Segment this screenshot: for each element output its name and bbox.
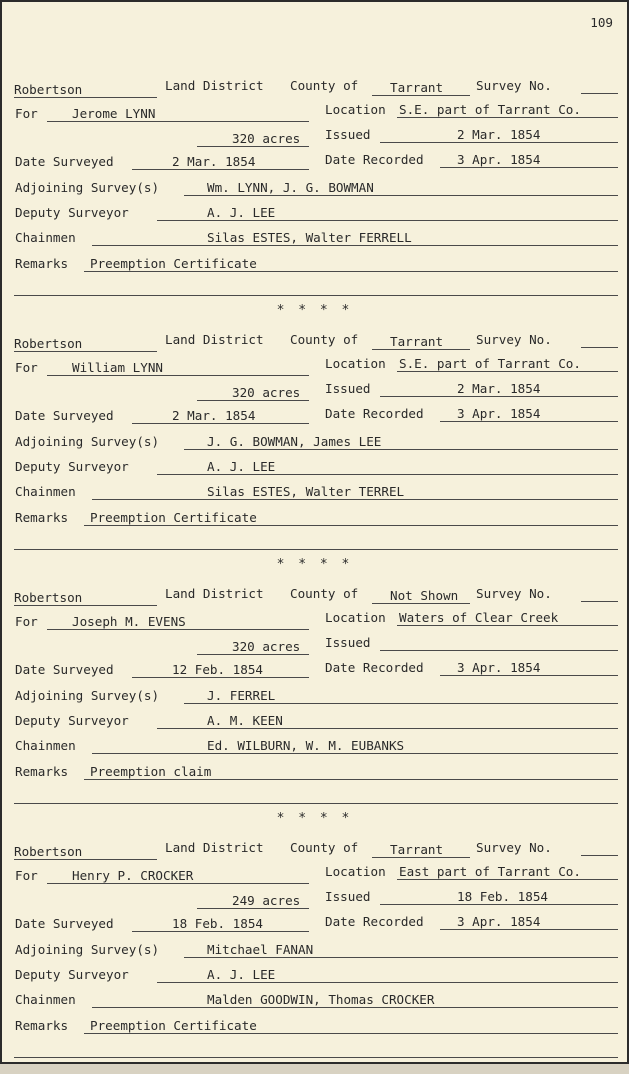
underline: [92, 753, 618, 754]
chainmen-label: Chainmen: [15, 992, 76, 1007]
remarks-label: Remarks: [15, 256, 69, 271]
for-label: For: [15, 360, 38, 375]
underline: [397, 625, 618, 626]
date-recorded-value: 3 Apr. 1854: [457, 914, 541, 929]
land-district-label: Land District: [165, 78, 264, 93]
underline: [581, 855, 618, 856]
underline: [132, 423, 309, 424]
date-surveyed-value: 2 Mar. 1854: [172, 154, 256, 169]
underline: [132, 169, 309, 170]
underline: [47, 629, 309, 630]
acres-value: 320 acres: [232, 385, 301, 400]
county-label: County of: [290, 332, 359, 347]
county-value: Not Shown: [390, 588, 459, 603]
chainmen-label: Chainmen: [15, 484, 76, 499]
record-separator: * * * *: [276, 303, 353, 318]
deputy-value: A. J. LEE: [207, 459, 276, 474]
land-district-value: Robertson: [14, 844, 83, 859]
underline: [372, 857, 470, 858]
location-value: Waters of Clear Creek: [399, 610, 559, 625]
land-district-value: Robertson: [14, 336, 83, 351]
issued-label: Issued: [325, 381, 371, 396]
underline: [92, 499, 618, 500]
land-district-value: Robertson: [14, 590, 83, 605]
county-label: County of: [290, 78, 359, 93]
chainmen-label: Chainmen: [15, 738, 76, 753]
for-value: William LYNN: [72, 360, 163, 375]
underline: [47, 375, 309, 376]
underline: [184, 703, 618, 704]
underline: [380, 650, 618, 651]
remarks-value: Preemption Certificate: [90, 256, 257, 271]
date-surveyed-label: Date Surveyed: [15, 662, 114, 677]
underline: [84, 271, 618, 272]
underline: [397, 117, 618, 118]
date-surveyed-label: Date Surveyed: [15, 408, 114, 423]
underline: [197, 654, 309, 655]
date-recorded-value: 3 Apr. 1854: [457, 406, 541, 421]
underline: [581, 601, 618, 602]
remarks-label: Remarks: [15, 1018, 69, 1033]
record-separator: * * * *: [276, 557, 353, 572]
for-label: For: [15, 868, 38, 883]
underline: [372, 603, 470, 604]
underline: [47, 883, 309, 884]
survey-record: [2, 834, 627, 1074]
underline: [440, 929, 618, 930]
location-label: Location: [325, 102, 386, 117]
issued-label: Issued: [325, 889, 371, 904]
date-recorded-label: Date Recorded: [325, 914, 424, 929]
underline: [84, 1033, 618, 1034]
acres-value: 320 acres: [232, 131, 301, 146]
adjoining-label: Adjoining Survey(s): [15, 942, 160, 957]
underline: [184, 195, 618, 196]
underline: [197, 908, 309, 909]
land-district-label: Land District: [165, 586, 264, 601]
location-label: Location: [325, 356, 386, 371]
adjoining-label: Adjoining Survey(s): [15, 180, 160, 195]
location-value: S.E. part of Tarrant Co.: [399, 356, 581, 371]
blank-line: [14, 295, 618, 296]
survey-no-label: Survey No.: [476, 78, 552, 93]
remarks-value: Preemption Certificate: [90, 1018, 257, 1033]
underline: [132, 677, 309, 678]
blank-line: [14, 549, 618, 550]
underline: [14, 351, 157, 352]
chainmen-value: Silas ESTES, Walter FERRELL: [207, 230, 412, 245]
acres-value: 320 acres: [232, 639, 301, 654]
blank-line: [14, 1057, 618, 1058]
underline: [14, 605, 157, 606]
underline: [157, 220, 618, 221]
acres-value: 249 acres: [232, 893, 301, 908]
adjoining-label: Adjoining Survey(s): [15, 688, 160, 703]
underline: [84, 525, 618, 526]
survey-no-label: Survey No.: [476, 332, 552, 347]
chainmen-value: Malden GOODWIN, Thomas CROCKER: [207, 992, 435, 1007]
location-value: S.E. part of Tarrant Co.: [399, 102, 581, 117]
deputy-label: Deputy Surveyor: [15, 205, 129, 220]
survey-record: [2, 72, 627, 312]
survey-record: [2, 580, 627, 820]
adjoining-label: Adjoining Survey(s): [15, 434, 160, 449]
blank-line: [14, 803, 618, 804]
underline: [84, 779, 618, 780]
underline: [372, 95, 470, 96]
underline: [157, 728, 618, 729]
date-recorded-value: 3 Apr. 1854: [457, 660, 541, 675]
land-district-value: Robertson: [14, 82, 83, 97]
underline: [14, 859, 157, 860]
remarks-label: Remarks: [15, 510, 69, 525]
remarks-value: Preemption Certificate: [90, 510, 257, 525]
underline: [14, 97, 157, 98]
survey-record: [2, 326, 627, 566]
deputy-label: Deputy Surveyor: [15, 967, 129, 982]
date-recorded-label: Date Recorded: [325, 406, 424, 421]
deputy-label: Deputy Surveyor: [15, 713, 129, 728]
underline: [440, 421, 618, 422]
underline: [197, 400, 309, 401]
survey-no-label: Survey No.: [476, 586, 552, 601]
record-separator: * * * *: [276, 811, 353, 826]
land-district-label: Land District: [165, 840, 264, 855]
underline: [184, 957, 618, 958]
date-recorded-label: Date Recorded: [325, 152, 424, 167]
issued-label: Issued: [325, 635, 371, 650]
county-value: Tarrant: [390, 842, 444, 857]
adjoining-value: Mitchael FANAN: [207, 942, 314, 957]
location-value: East part of Tarrant Co.: [399, 864, 581, 879]
date-surveyed-value: 12 Feb. 1854: [172, 662, 263, 677]
date-recorded-label: Date Recorded: [325, 660, 424, 675]
underline: [397, 371, 618, 372]
issued-value: 18 Feb. 1854: [457, 889, 548, 904]
underline: [440, 167, 618, 168]
remarks-label: Remarks: [15, 764, 69, 779]
issued-value: 2 Mar. 1854: [457, 127, 541, 142]
underline: [440, 675, 618, 676]
survey-no-label: Survey No.: [476, 840, 552, 855]
adjoining-value: J. FERREL: [207, 688, 276, 703]
underline: [372, 349, 470, 350]
date-surveyed-value: 18 Feb. 1854: [172, 916, 263, 931]
chainmen-value: Ed. WILBURN, W. M. EUBANKS: [207, 738, 405, 753]
for-value: Jerome LYNN: [72, 106, 156, 121]
underline: [397, 879, 618, 880]
issued-label: Issued: [325, 127, 371, 142]
underline: [47, 121, 309, 122]
deputy-value: A. J. LEE: [207, 967, 276, 982]
underline: [184, 449, 618, 450]
underline: [157, 474, 618, 475]
land-district-label: Land District: [165, 332, 264, 347]
issued-value: 2 Mar. 1854: [457, 381, 541, 396]
for-label: For: [15, 106, 38, 121]
underline: [380, 142, 618, 143]
deputy-value: A. J. LEE: [207, 205, 276, 220]
date-surveyed-label: Date Surveyed: [15, 916, 114, 931]
date-surveyed-value: 2 Mar. 1854: [172, 408, 256, 423]
underline: [581, 347, 618, 348]
county-value: Tarrant: [390, 334, 444, 349]
location-label: Location: [325, 864, 386, 879]
underline: [92, 245, 618, 246]
for-label: For: [15, 614, 38, 629]
underline: [132, 931, 309, 932]
location-label: Location: [325, 610, 386, 625]
chainmen-label: Chainmen: [15, 230, 76, 245]
county-value: Tarrant: [390, 80, 444, 95]
county-label: County of: [290, 840, 359, 855]
remarks-value: Preemption claim: [90, 764, 212, 779]
adjoining-value: Wm. LYNN, J. G. BOWMAN: [207, 180, 374, 195]
underline: [197, 146, 309, 147]
underline: [92, 1007, 618, 1008]
date-surveyed-label: Date Surveyed: [15, 154, 114, 169]
for-value: Henry P. CROCKER: [72, 868, 194, 883]
chainmen-value: Silas ESTES, Walter TERREL: [207, 484, 405, 499]
underline: [380, 396, 618, 397]
for-value: Joseph M. EVENS: [72, 614, 186, 629]
page-number: 109: [590, 15, 613, 30]
deputy-label: Deputy Surveyor: [15, 459, 129, 474]
underline: [581, 93, 618, 94]
underline: [380, 904, 618, 905]
deputy-value: A. M. KEEN: [207, 713, 283, 728]
date-recorded-value: 3 Apr. 1854: [457, 152, 541, 167]
underline: [157, 982, 618, 983]
county-label: County of: [290, 586, 359, 601]
adjoining-value: J. G. BOWMAN, James LEE: [207, 434, 382, 449]
